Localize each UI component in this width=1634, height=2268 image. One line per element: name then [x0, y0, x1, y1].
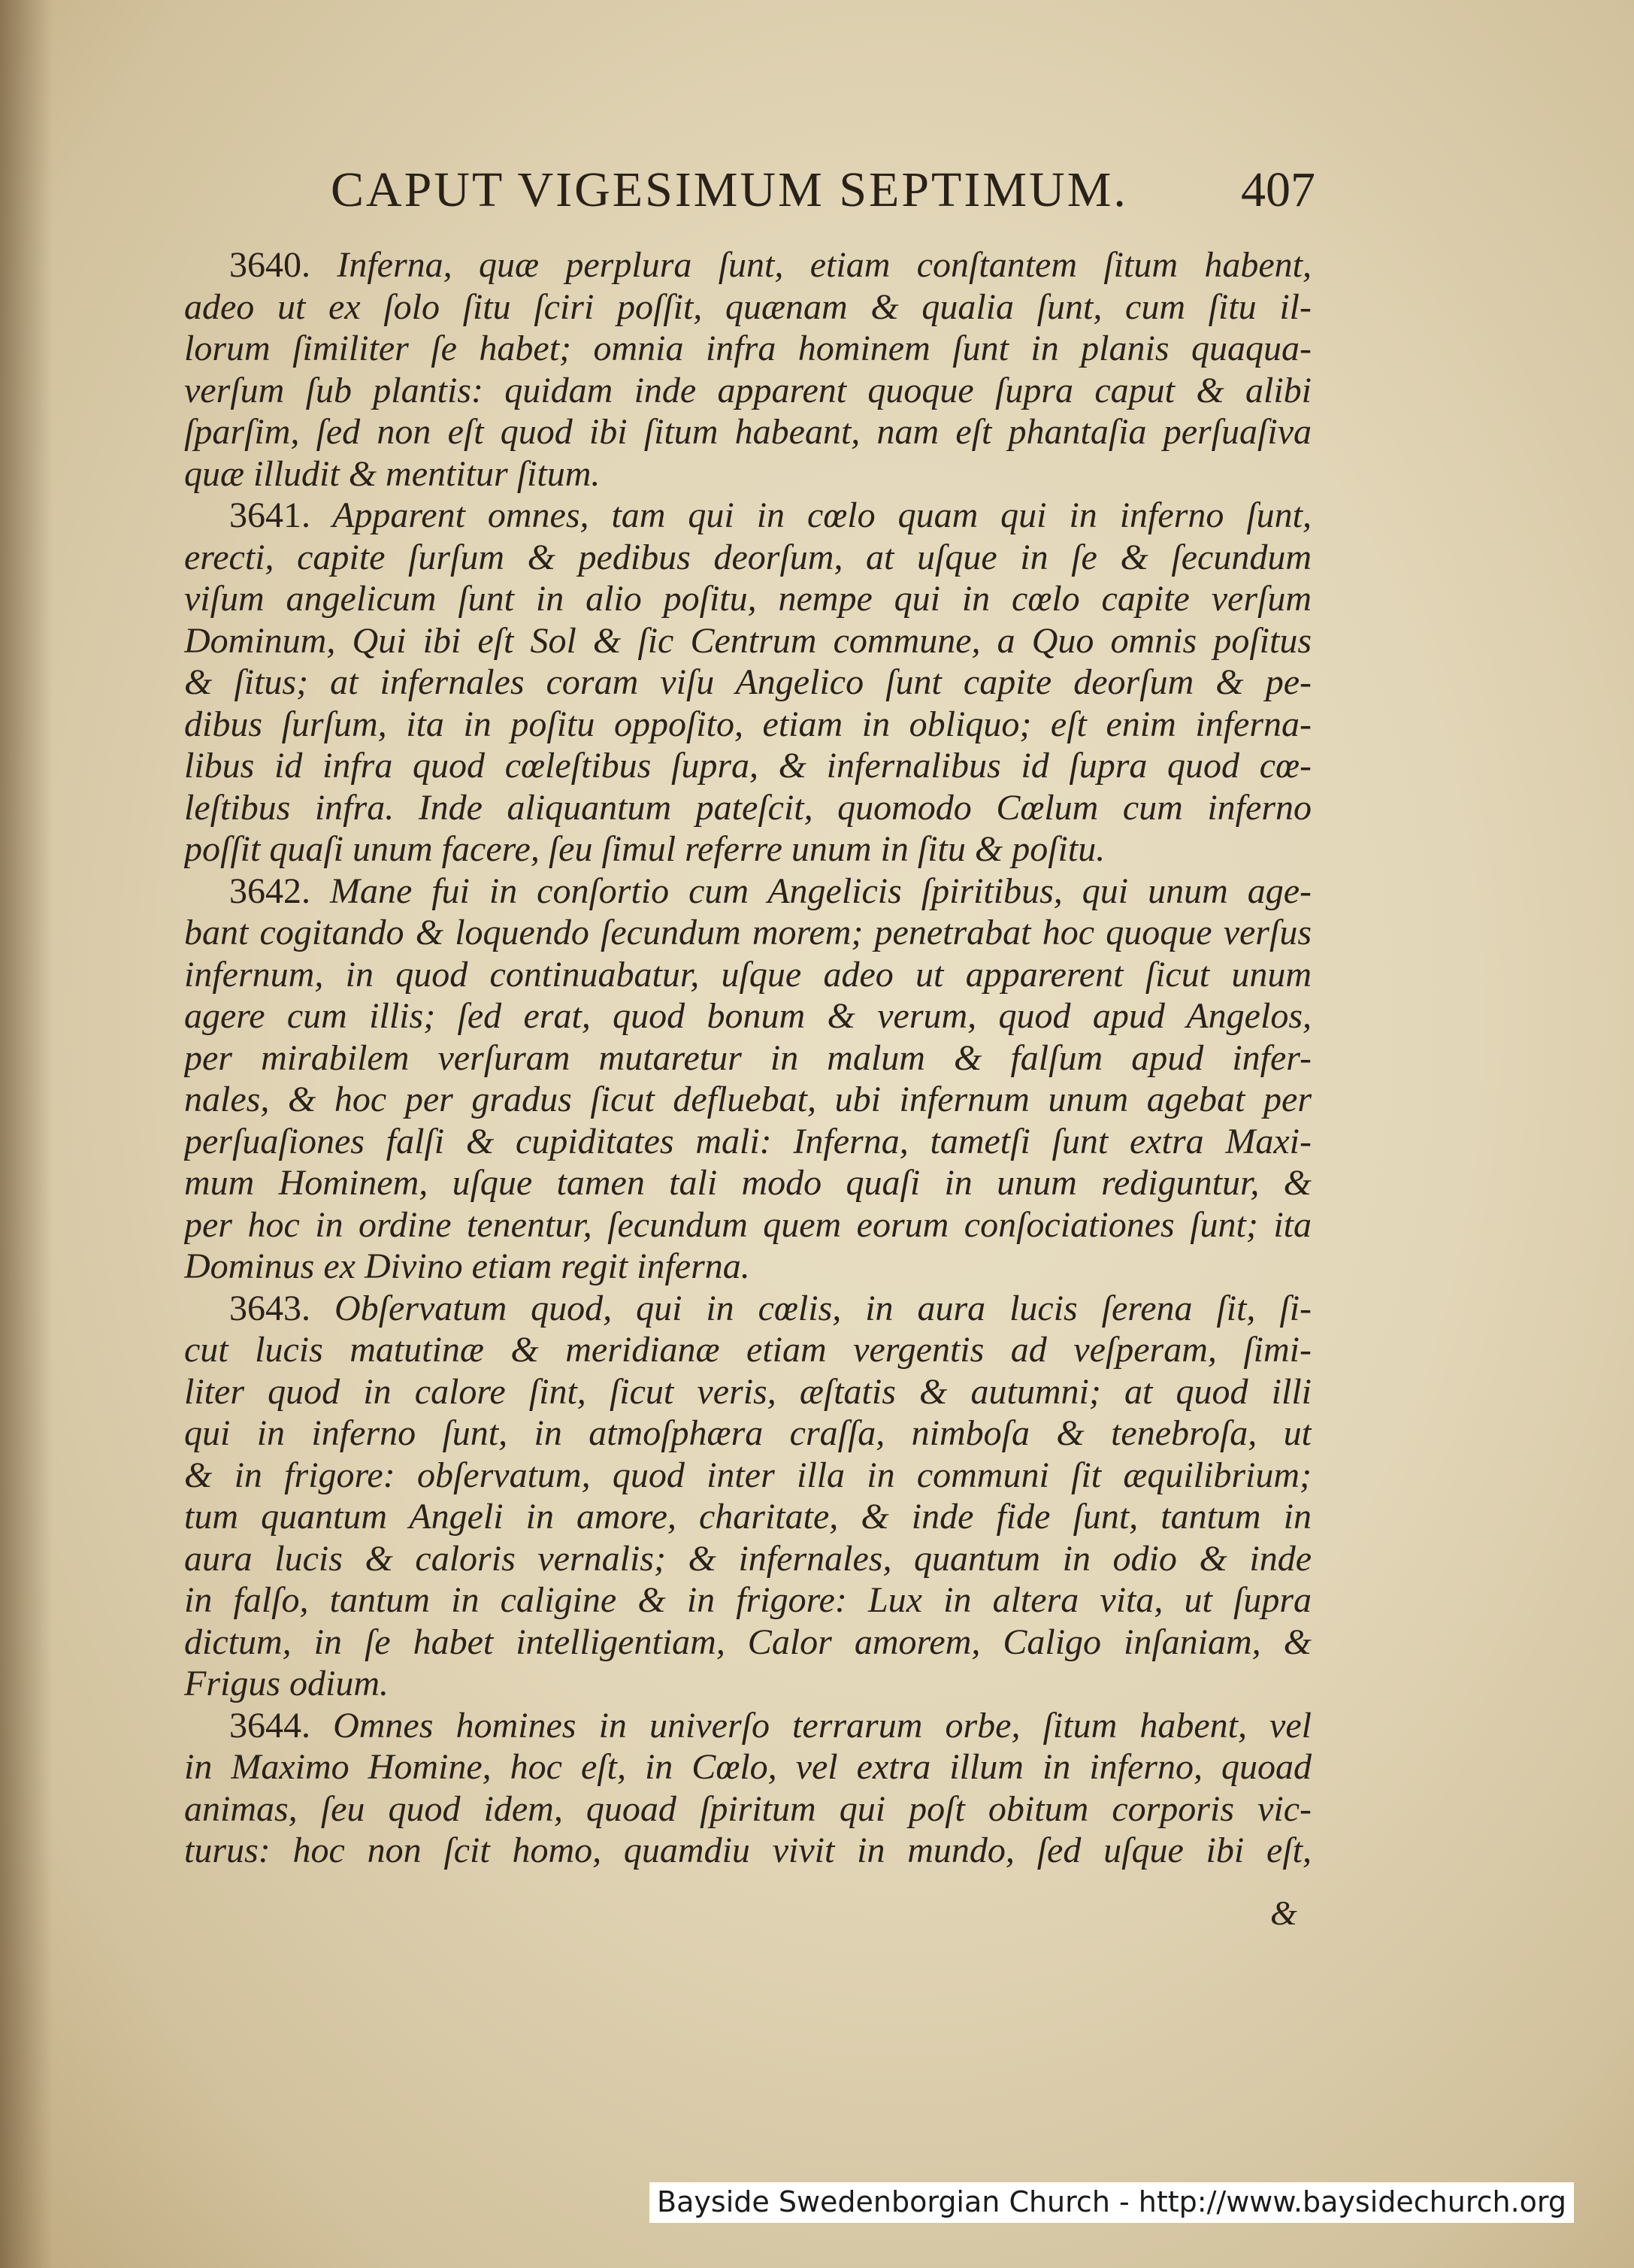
credit-watermark: Bayside Swedenborgian Church - http://www.baysidechurch.org	[649, 2182, 1574, 2223]
text-line: dictum, in ſe habet intelligentiam, Calor amorem, Caligo inſaniam, &	[184, 1622, 1312, 1662]
text-line: quæ illudit & mentitur ſitum.	[184, 453, 601, 494]
text-line: 3643. Obſervatum quod, qui in cœlis, in aura lucis ſerena ſit, ſi-	[229, 1288, 1312, 1328]
text-line: 3642. Mane fui in conſortio cum Angelicis ſpiritibus, qui unum age-	[229, 871, 1312, 911]
text-line: Dominus ex Divino etiam regit inferna.	[184, 1246, 750, 1286]
text-line: & ſitus; at infernales coram viſu Angelico ſunt capite deorſum & pe-	[184, 662, 1312, 702]
paragraph-3643	[184, 1288, 1312, 1705]
text-line: dibus ſurſum, ita in poſitu oppoſito, etiam in obliquo; eſt enim inferna-	[184, 704, 1312, 744]
text-line: in Maximo Homine, hoc eſt, in Cœlo, vel extra illum in inferno, quoad	[184, 1747, 1312, 1787]
text-line: nales, & hoc per gradus ſicut defluebat, ubi infernum unum agebat per	[184, 1079, 1312, 1119]
text-line: ſparſim, ſed non eſt quod ibi ſitum habeant, nam eſt phantaſia perſuaſiva	[184, 412, 1312, 452]
paragraph-number: 3640.	[229, 245, 310, 285]
running-head	[331, 154, 1315, 237]
text-line: per mirabilem verſuram mutaretur in malum & falſum apud infer-	[184, 1037, 1312, 1078]
text-line: infernum, in quod continuabatur, uſque adeo ut apparerent ſicut unum	[184, 954, 1312, 995]
text-line: leſtibus infra. Inde aliquantum pateſcit, quomodo Cœlum cum inferno	[184, 787, 1312, 828]
paragraph-3641	[184, 495, 1312, 871]
chapter-title: CAPUT VIGESIMUM SEPTIMUM.	[331, 162, 1128, 217]
paragraph-number: 3641.	[229, 495, 310, 535]
paragraph-number: 3644.	[229, 1705, 310, 1746]
text-line: poſſit quaſi unum facere, ſeu ſimul referre unum in ſitu & poſitu.	[184, 829, 1106, 869]
text-line: lorum ſimiliter ſe habet; omnia infra hominem ſunt in planis quaqua-	[184, 329, 1312, 368]
page-number: 407	[1241, 162, 1315, 217]
text-line: 3640. Inferna, quæ perplura ſunt, etiam conſtantem ſitum habent,	[229, 245, 1312, 285]
text-line: qui in inferno ſunt, in atmoſphæra craſſa, nimboſa & tenebroſa, ut	[184, 1413, 1312, 1453]
text-line: cut lucis matutinæ & meridianæ etiam vergentis ad veſperam, ſimi-	[184, 1330, 1312, 1370]
text-line: animas, ſeu quod idem, quoad ſpiritum qui poſt obitum corporis vic-	[184, 1788, 1312, 1829]
text-line: Frigus odium.	[184, 1664, 389, 1703]
catchword: &	[1270, 1894, 1297, 1932]
paragraph-3642	[184, 871, 1312, 1288]
text-line: erecti, capite ſurſum & pedibus deorſum, at uſque in ſe & ſecundum	[184, 537, 1312, 577]
text-line: per hoc in ordine tenentur, ſecundum quem eorum conſociationes ſunt; ita	[184, 1204, 1312, 1245]
paragraph-3640	[184, 244, 1312, 495]
text-line: 3641. Apparent omnes, tam qui in cœlo quam qui in inferno ſunt,	[229, 495, 1312, 535]
text-line: viſum angelicum ſunt in alio poſitu, nempe qui in cœlo capite verſum	[184, 579, 1312, 619]
text-line: mum Hominem, uſque tamen tali modo quaſi in unum rediguntur, &	[184, 1163, 1312, 1203]
text-line: libus id infra quod cœleſtibus ſupra, & infernalibus id ſupra quod cœ-	[184, 746, 1312, 786]
text-line: liter quod in calore ſint, ſicut veris, æſtatis & autumni; at quod illi	[184, 1371, 1312, 1412]
text-line: bant cogitando & loquendo ſecundum morem; penetrabat hoc quoque verſus	[184, 913, 1312, 952]
spine-shadow	[0, 0, 53, 2268]
text-line: aura lucis & caloris vernalis; & infernales, quantum in odio & inde	[184, 1538, 1312, 1579]
paragraph-3644	[184, 1705, 1312, 1872]
text-line: perſuaſiones falſi & cupiditates mali: Inferna, tametſi ſunt extra Maxi-	[184, 1121, 1312, 1161]
text-line: Dominum, Qui ibi eſt Sol & ſic Centrum commune, a Quo omnis poſitus	[184, 620, 1312, 661]
text-line: & in frigore: obſervatum, quod inter illa in communi ſit æquilibrium;	[184, 1455, 1312, 1495]
text-line: agere cum illis; ſed erat, quod bonum & verum, quod apud Angelos,	[184, 996, 1312, 1036]
text-line: 3644. Omnes homines in univerſo terrarum orbe, ſitum habent, vel	[229, 1705, 1312, 1746]
text-line: verſum ſub plantis: quidam inde apparent quoque ſupra caput & alibi	[184, 370, 1312, 410]
text-block	[184, 244, 1312, 1872]
paragraph-number: 3643.	[229, 1288, 310, 1328]
text-line: in falſo, tantum in caligine & in frigore: Lux in altera vita, ut ſupra	[184, 1580, 1312, 1620]
text-line: turus: hoc non ſcit homo, quamdiu vivit in mundo, ſed uſque ibi eſt,	[184, 1830, 1312, 1870]
text-line: adeo ut ex ſolo ſitu ſciri poſſit, quænam & qualia ſunt, cum ſitu il-	[184, 286, 1312, 327]
text-line: tum quantum Angeli in amore, charitate, & inde fide ſunt, tantum in	[184, 1497, 1312, 1537]
paragraph-number: 3642.	[229, 871, 310, 911]
